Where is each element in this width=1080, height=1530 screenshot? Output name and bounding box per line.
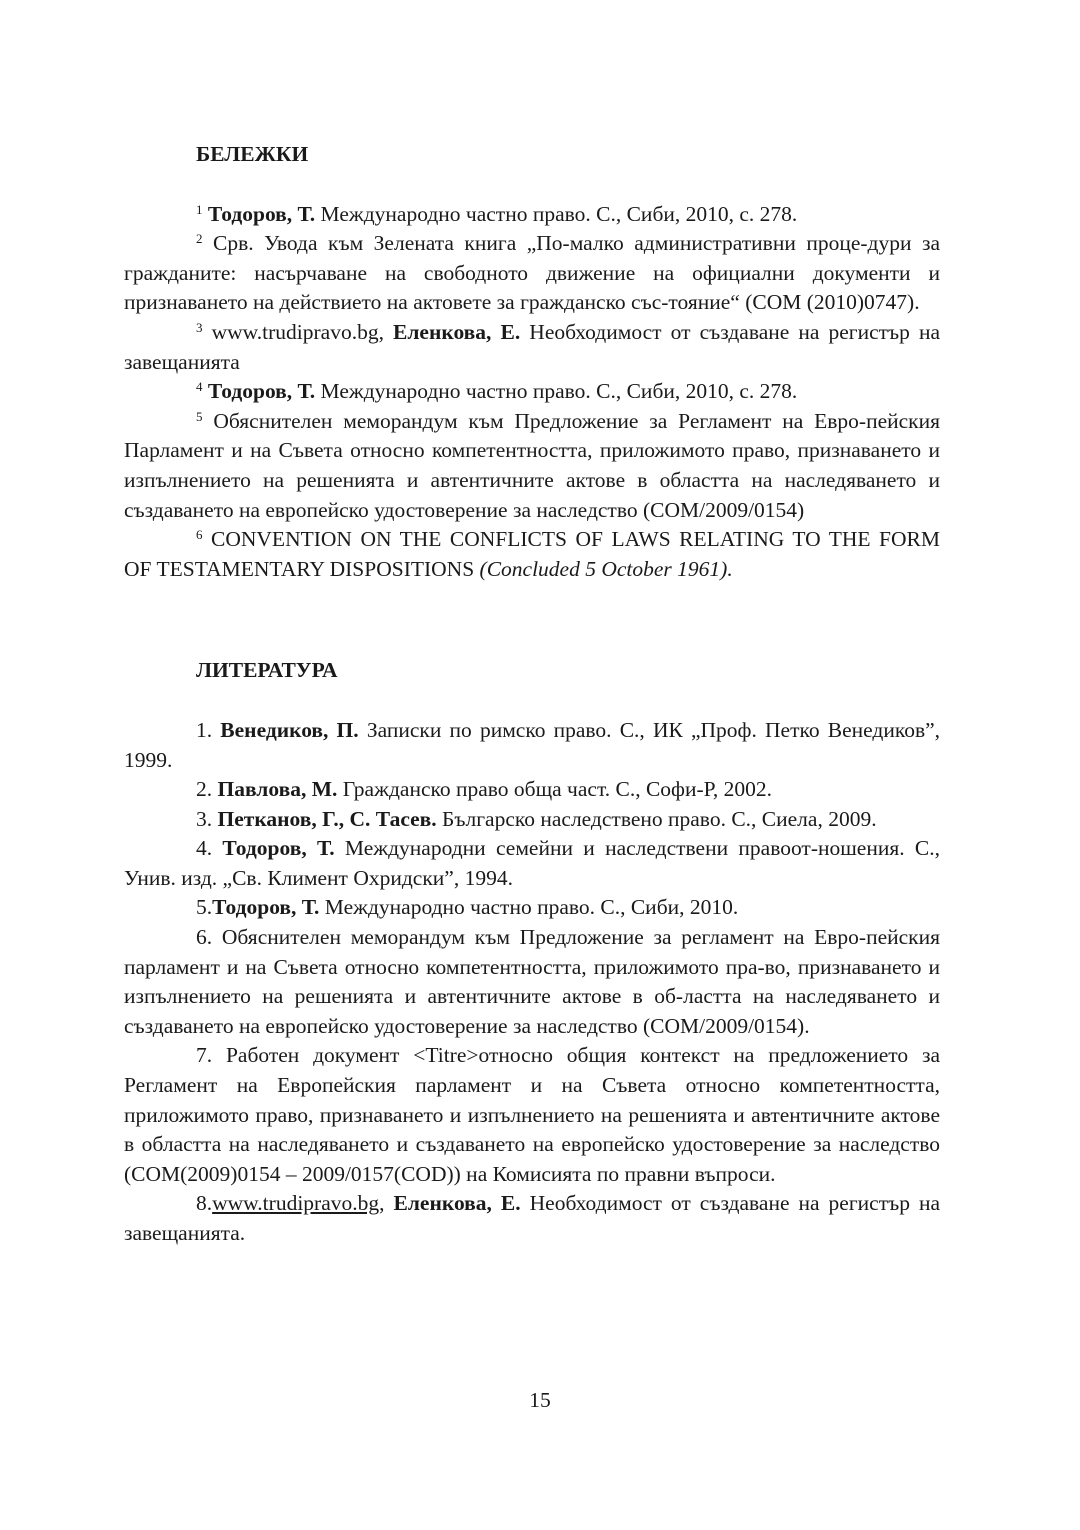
note-5 xyxy=(124,407,940,525)
note-1 xyxy=(124,200,940,230)
page-content xyxy=(124,140,940,1249)
note-number: 4 xyxy=(196,379,203,395)
item-number: 5. xyxy=(196,895,213,920)
item-text: Българско наследствено право. С., Сиела, 2009. xyxy=(442,806,877,831)
note-3 xyxy=(124,318,940,377)
item-number: 3. xyxy=(196,806,213,831)
literature-item-2 xyxy=(124,775,940,805)
item-text: Международни семейни и наследствени правоот-ношения. С., Унив. изд. „Св. Климент Охридски”, 1994. xyxy=(124,836,941,890)
item-text: Гражданско право обща част. С., Софи-Р, 2002. xyxy=(342,777,773,802)
note-text: Международно частно право. С., Сиби, 2010, с. 278. xyxy=(320,201,798,226)
literature-item-5 xyxy=(124,893,940,923)
item-link[interactable]: www.trudipravo.bg xyxy=(212,1191,380,1216)
page-number: 15 xyxy=(529,1388,551,1412)
item-text: Международно частно право. С., Сиби, 2010. xyxy=(324,895,739,920)
item-author: Павлова, М. xyxy=(217,777,338,802)
item-number: 6. xyxy=(196,925,213,950)
note-url: www.trudipravo.bg, xyxy=(211,319,384,344)
item-number: 2. xyxy=(196,777,213,802)
note-4 xyxy=(124,377,940,407)
note-italic: (Concluded 5 October 1961). xyxy=(479,556,733,581)
note-text: Международно частно право. С., Сиби, 2010, с. 278. xyxy=(320,379,798,404)
note-number: 5 xyxy=(196,408,203,424)
item-text: Работен документ <Titre>относно общия контекст на предложението за Регламент на Европейския парламент и на Съвета относно компетентността, приложимото право, признаването и изпълнението на решенията и автентичните актове в областта на наследяването и създаването на европейско удостоверение за наследство (COM(2009)0154 – 2009/0157(COD)) на Комисията по правни въпроси. xyxy=(124,1043,941,1186)
item-author: Еленкова, Е. xyxy=(393,1191,521,1216)
note-text: CONVENTION ON THE CONFLICTS OF LAWS RELATING TO THE FORM OF TESTAMENTARY DISPOSITIONS xyxy=(124,527,940,581)
note-text: Необходимост от създаване на регистър на завещанията xyxy=(124,319,941,374)
literature-heading: ЛИТЕРАТУРА xyxy=(196,658,338,683)
literature-item-6 xyxy=(124,923,940,1041)
literature-item-4 xyxy=(124,834,940,893)
item-number: 1. xyxy=(196,717,213,742)
note-author: Тодоров, Т. xyxy=(207,379,316,404)
note-number: 1 xyxy=(196,201,203,217)
literature-item-7 xyxy=(124,1041,940,1189)
note-number: 3 xyxy=(196,319,203,335)
item-author: Венедиков, П. xyxy=(220,717,359,742)
note-author: Еленкова, Е. xyxy=(393,319,521,344)
item-text: Обяснителен меморандум към Предложение за регламент на Евро-пейския парламент и на Съвета относно компетентността, приложимото пра-во, признаването и изпълнението на решенията и автентичните актове в об-ластта на наследяването и създаването на европейско удостоверение за наследство (COM/2009/0154). xyxy=(124,925,941,1038)
item-text: Записки по римско право. С., ИК „Проф. Петко Венедиков”, 1999. xyxy=(124,717,941,772)
note-6 xyxy=(124,525,940,584)
item-number: 4. xyxy=(196,836,213,861)
notes-heading: БЕЛЕЖКИ xyxy=(196,142,309,166)
note-text: Обяснителен меморандум към Предложение за Регламент на Евро-пейския Парламент и на Съвета относно компетентността, приложимото право, признаването и изпълнението на решенията и автентичните актове в областта на наследяването и създаването на европейско удостоверение за наследство (COM/2009/0154) xyxy=(124,408,941,522)
note-number: 6 xyxy=(196,527,203,543)
item-number: 8. xyxy=(196,1191,213,1216)
note-2 xyxy=(124,229,940,318)
literature-item-3 xyxy=(124,805,940,835)
note-author: Тодоров, Т. xyxy=(207,201,316,226)
item-author: Петканов, Г., С. Тасев. xyxy=(217,806,437,831)
item-author: Тодоров, Т. xyxy=(212,895,320,920)
item-text: Необходимост от създаване на регистър на завещанията. xyxy=(124,1191,941,1245)
item-author: Тодоров, Т. xyxy=(222,836,335,861)
item-number: 7. xyxy=(196,1043,213,1068)
literature-item-1 xyxy=(124,716,940,775)
literature-item-8: 8.www.trudipravo.bg, Еленкова, Е. Необходимост от създаване на регистър на завещанията. xyxy=(124,1191,941,1245)
note-number: 2 xyxy=(196,231,203,247)
note-text: Срв. Увода към Зелената книга „По-малко административни проце-дури за гражданите: насърчаване на свободното движение на официални документи и признаването на действието на актовете за гражданско със-тояние“ (COM (2010)0747). xyxy=(124,231,941,315)
